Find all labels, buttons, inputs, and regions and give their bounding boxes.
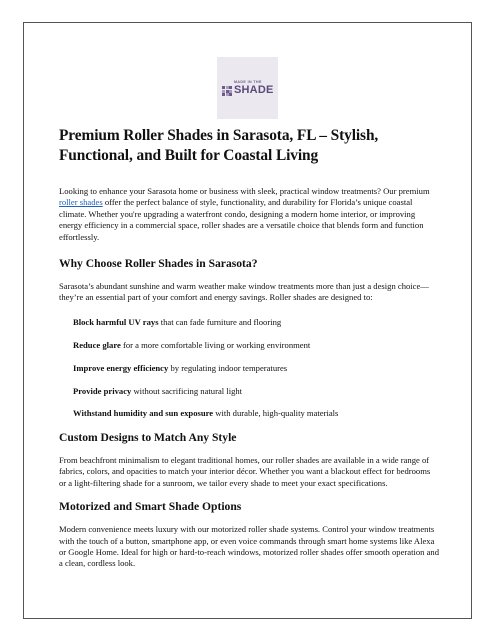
benefit-item: Withstand humidity and sun exposure with durable, high-quality materials: [73, 408, 339, 419]
intro-text-end: offer the perfect balance of style, functionality, and durability for Florida’s unique coastal climate. Whether you're upgrading a waterfront condo, designing a modern home interior, or improving energy efficiency in a commercial space, roller shades are a versatile choice that blends form and function effortlessly.: [59, 197, 424, 242]
intro-text-start: Looking to enhance your Sarasota home or business with sleek, practical window treatments? Our premium: [59, 186, 430, 196]
custom-designs-heading: Custom Designs to Match Any Style: [59, 430, 237, 444]
why-heading: Why Choose Roller Shades in Sarasota?: [59, 257, 258, 271]
benefit-item: Block harmful UV rays that can fade furniture and flooring: [73, 316, 282, 327]
benefit-item: Improve energy efficiency by regulating indoor temperatures: [73, 362, 288, 373]
logo-wordmark: SHADE: [234, 84, 274, 96]
intro-paragraph: [59, 186, 439, 243]
custom-designs-paragraph: From beachfront minimalism to elegant traditional homes, our roller shades are available in a wide range of fabrics, colors, and opacities to match your interior décor. Whether you want a blackout effect for bedrooms or a light-filtering shade for a sunroom, we tailor every shade to meet your exact specifications.: [59, 454, 431, 488]
motorized-heading: Motorized and Smart Shade Options: [59, 500, 242, 514]
benefit-item: Provide privacy without sacrificing natural light: [73, 385, 243, 396]
logo-tagline: MADE IN THE: [234, 80, 262, 84]
page-title: Premium Roller Shades in Sarasota, FL – Stylish, Functional, and Built for Coastal Living: [59, 127, 379, 164]
logo-grid-icon: [222, 86, 232, 96]
made-in-the-shade-logo: [217, 57, 278, 119]
benefit-item: Reduce glare for a more comfortable living or working environment: [73, 339, 311, 350]
motorized-paragraph: Modern convenience meets luxury with our motorized roller shade systems. Control your window treatments with the touch of a button, smartphone app, or even voice commands through smart home systems like Alexa or Google Home. Ideal for high or hard-to-reach windows, motorized roller shades offer smooth operation and a clean, cordless look.: [59, 524, 440, 569]
document-body: [59, 126, 439, 570]
why-paragraph: Sarasota’s abundant sunshine and warm weather make window treatments more than just a design choice—they’re an essential part of your comfort and energy savings. Roller shades are designed to:: [59, 281, 429, 303]
roller-shades-link[interactable]: roller shades: [59, 197, 103, 208]
